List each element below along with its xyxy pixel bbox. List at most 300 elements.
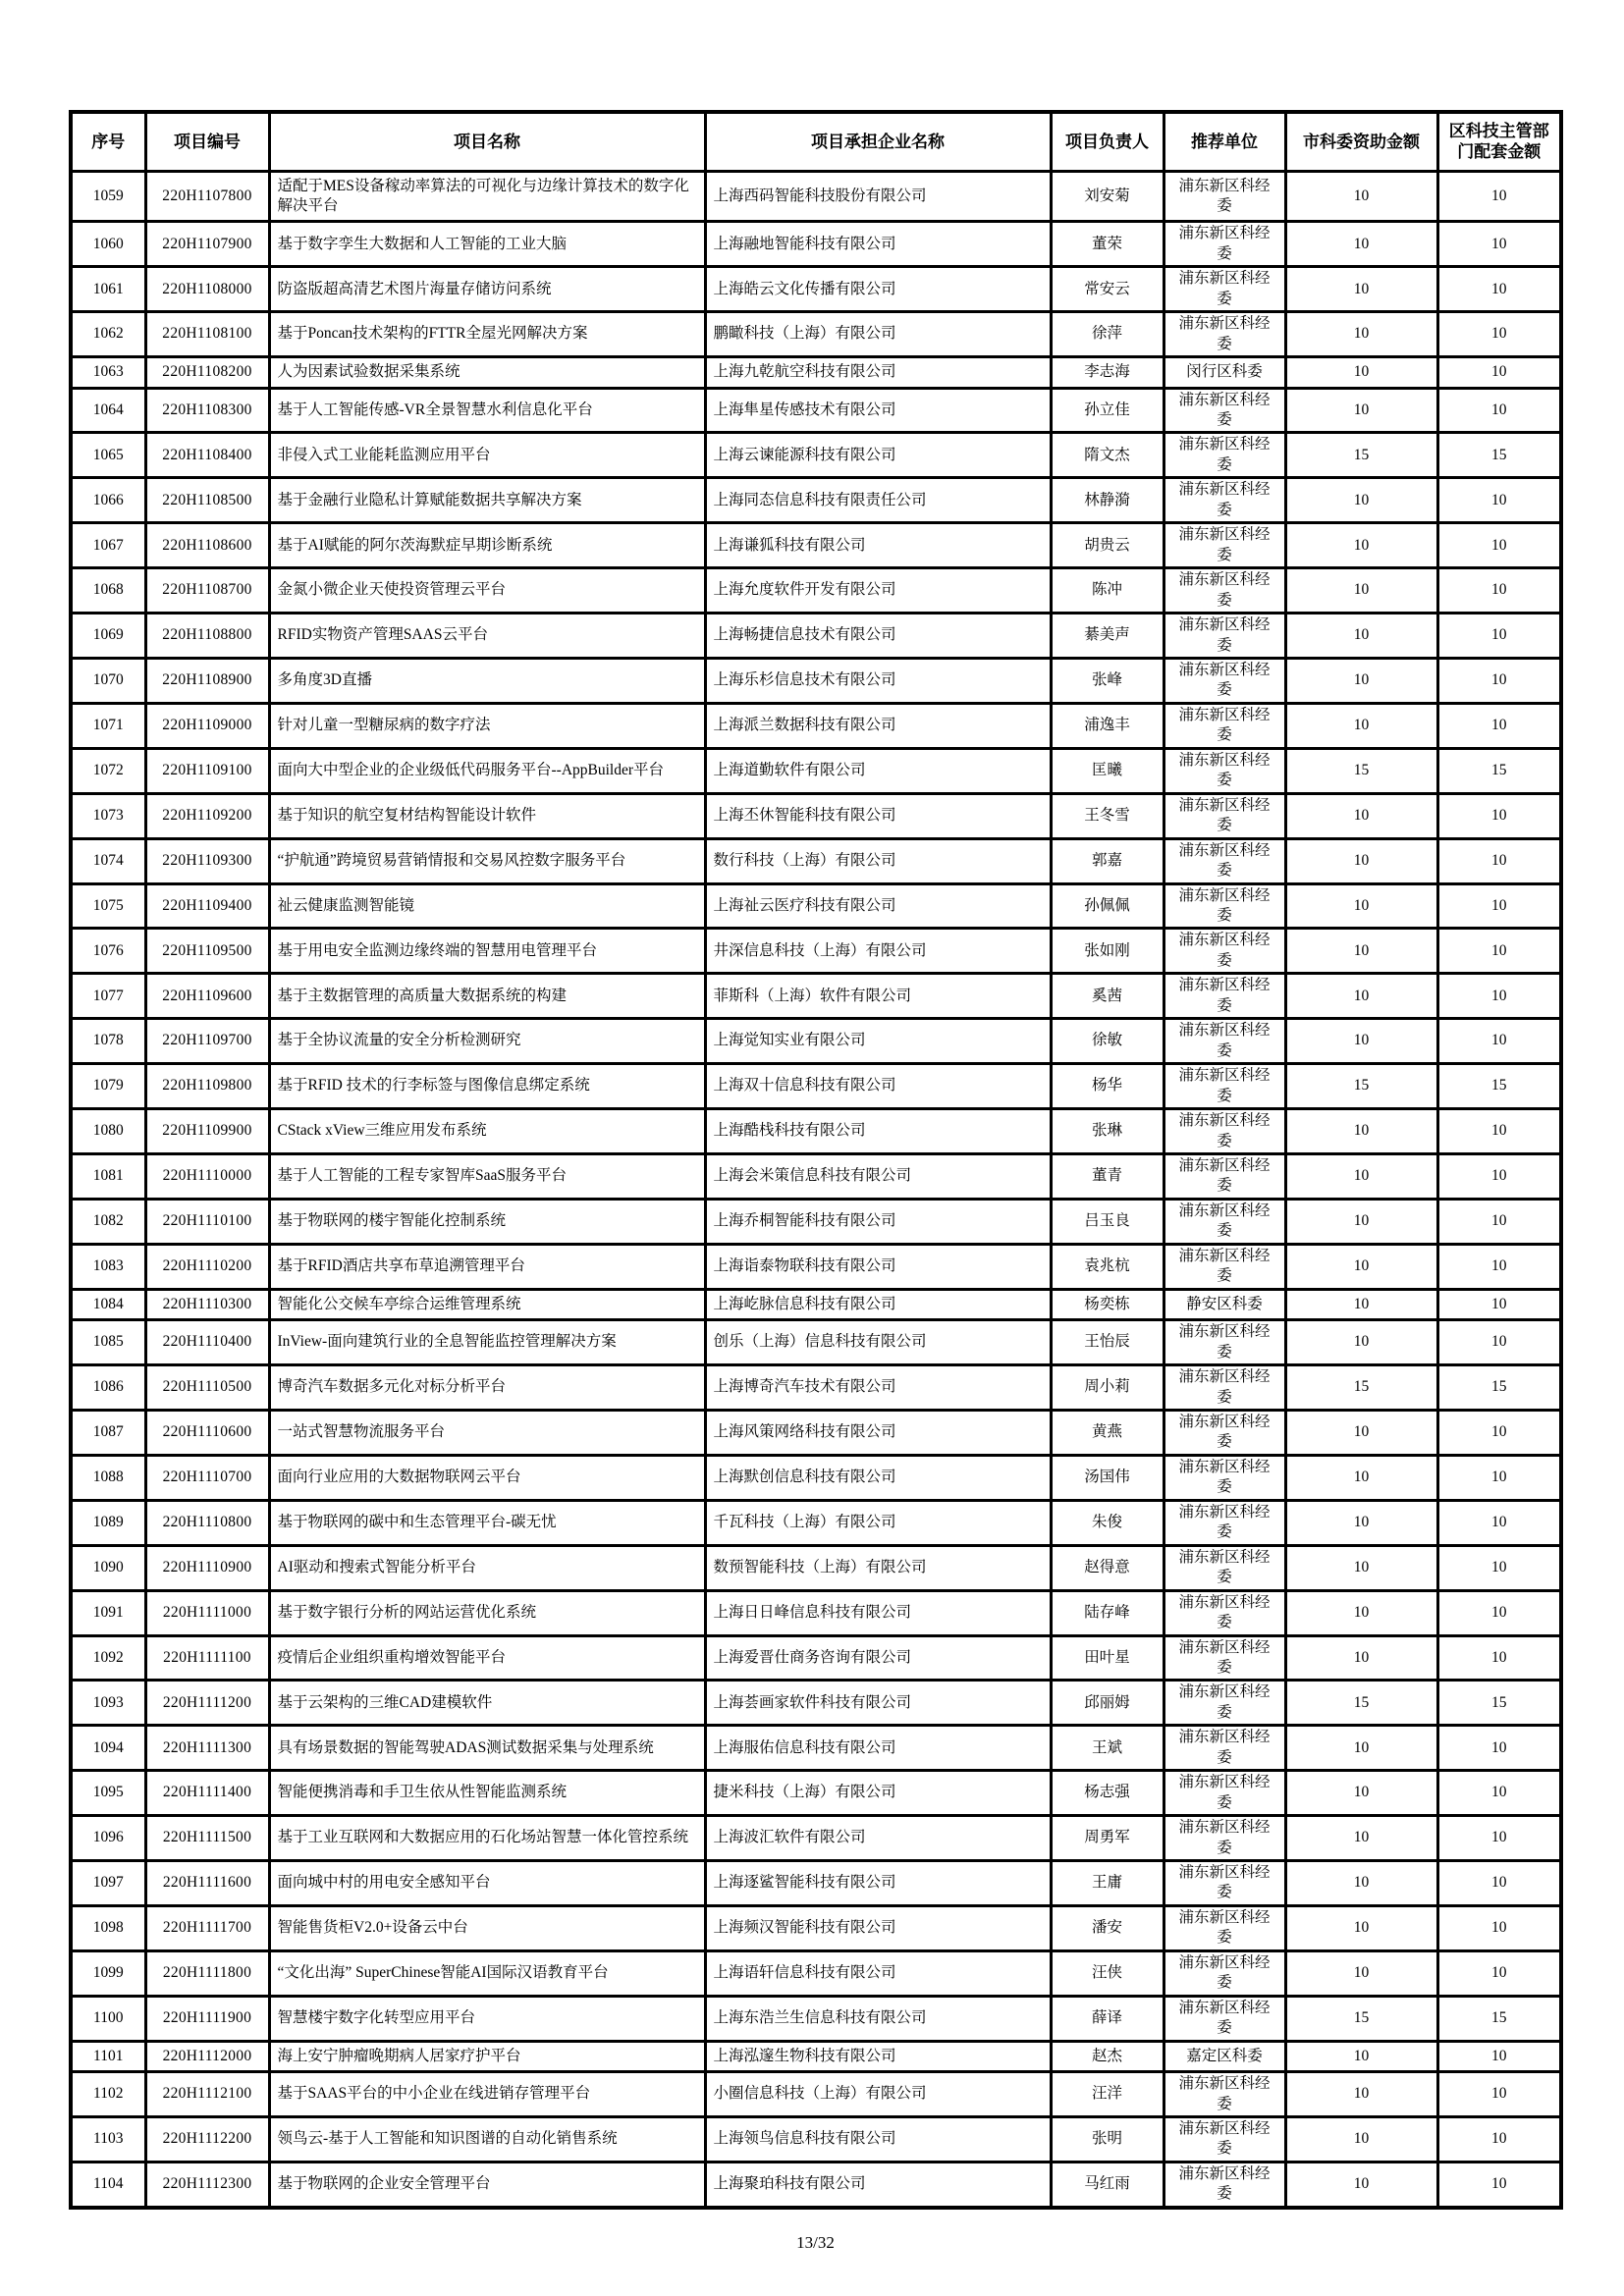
cell-district-amount: 15 <box>1437 1681 1561 1726</box>
table-row <box>71 838 1561 883</box>
cell-company: 上海东浩兰生信息科技有限公司 <box>705 1996 1051 2041</box>
cell-company: 上海乔桐智能科技有限公司 <box>705 1199 1051 1244</box>
cell-recommender: 浦东新区科经委 <box>1164 1410 1285 1455</box>
cell-index: 1104 <box>71 2162 145 2207</box>
cell-company: 上海乐杉信息技术有限公司 <box>705 659 1051 704</box>
cell-project-name: 基于主数据管理的高质量大数据系统的构建 <box>269 974 705 1019</box>
cell-city-amount: 15 <box>1285 1365 1437 1411</box>
cell-project-id: 220H1108800 <box>145 614 269 659</box>
cell-project-name: RFID实物资产管理SAAS云平台 <box>269 614 705 659</box>
project-grant-table <box>69 110 1563 2210</box>
cell-project-id: 220H1112100 <box>145 2072 269 2117</box>
cell-city-amount: 10 <box>1285 1816 1437 1861</box>
table-row <box>71 1861 1561 1906</box>
table-row <box>71 433 1561 478</box>
cell-district-amount: 10 <box>1437 1500 1561 1545</box>
cell-city-amount: 10 <box>1285 1199 1437 1244</box>
table-row <box>71 1950 1561 1996</box>
cell-project-id: 220H1111200 <box>145 1681 269 1726</box>
cell-project-id: 220H1112000 <box>145 2041 269 2071</box>
cell-index: 1091 <box>71 1590 145 1635</box>
table-row <box>71 974 1561 1019</box>
cell-company: 上海泓邃生物科技有限公司 <box>705 2041 1051 2071</box>
cell-recommender: 浦东新区科经委 <box>1164 1726 1285 1771</box>
table-row <box>71 883 1561 929</box>
cell-city-amount: 10 <box>1285 1019 1437 1064</box>
table-row <box>71 1590 1561 1635</box>
cell-index: 1087 <box>71 1410 145 1455</box>
cell-leader: 陈冲 <box>1051 568 1164 614</box>
cell-project-id: 220H1110800 <box>145 1500 269 1545</box>
cell-project-name: 基于云架构的三维CAD建模软件 <box>269 1681 705 1726</box>
cell-city-amount: 10 <box>1285 1545 1437 1590</box>
cell-index: 1102 <box>71 2072 145 2117</box>
table-row <box>71 1771 1561 1816</box>
cell-index: 1070 <box>71 659 145 704</box>
table-header-row <box>71 112 1561 171</box>
cell-district-amount: 10 <box>1437 523 1561 568</box>
cell-city-amount: 15 <box>1285 433 1437 478</box>
cell-project-name: 人为因素试验数据采集系统 <box>269 357 705 388</box>
cell-company: 上海双十信息科技有限公司 <box>705 1064 1051 1109</box>
table-row <box>71 1905 1561 1950</box>
cell-district-amount: 10 <box>1437 1635 1561 1681</box>
cell-project-id: 220H1109500 <box>145 929 269 974</box>
cell-company: 上海荟画家软件科技有限公司 <box>705 1681 1051 1726</box>
cell-recommender: 浦东新区科经委 <box>1164 2162 1285 2207</box>
cell-district-amount: 10 <box>1437 1410 1561 1455</box>
cell-district-amount: 10 <box>1437 1816 1561 1861</box>
cell-index: 1090 <box>71 1545 145 1590</box>
cell-city-amount: 10 <box>1285 2041 1437 2071</box>
cell-city-amount: 10 <box>1285 2162 1437 2207</box>
cell-leader: 浦逸丰 <box>1051 703 1164 748</box>
cell-district-amount: 10 <box>1437 2041 1561 2071</box>
cell-city-amount: 10 <box>1285 1771 1437 1816</box>
cell-leader: 徐敏 <box>1051 1019 1164 1064</box>
cell-city-amount: 10 <box>1285 1244 1437 1289</box>
cell-project-id: 220H1108900 <box>145 659 269 704</box>
cell-district-amount: 10 <box>1437 1726 1561 1771</box>
cell-project-id: 220H1108500 <box>145 478 269 523</box>
cell-leader: 张峰 <box>1051 659 1164 704</box>
cell-recommender: 浦东新区科经委 <box>1164 1153 1285 1199</box>
cell-city-amount: 10 <box>1285 1635 1437 1681</box>
table-row <box>71 568 1561 614</box>
cell-company: 鹏瞰科技（上海）有限公司 <box>705 312 1051 357</box>
cell-city-amount: 10 <box>1285 1153 1437 1199</box>
cell-project-name: 领鸟云-基于人工智能和知识图谱的自动化销售系统 <box>269 2117 705 2163</box>
cell-index: 1065 <box>71 433 145 478</box>
cell-recommender: 浦东新区科经委 <box>1164 433 1285 478</box>
cell-index: 1101 <box>71 2041 145 2071</box>
table-row <box>71 1545 1561 1590</box>
cell-index: 1086 <box>71 1365 145 1411</box>
cell-project-id: 220H1112200 <box>145 2117 269 2163</box>
cell-city-amount: 10 <box>1285 1109 1437 1154</box>
cell-index: 1061 <box>71 267 145 312</box>
table-row <box>71 748 1561 793</box>
cell-recommender: 浦东新区科经委 <box>1164 1500 1285 1545</box>
cell-leader: 王怡辰 <box>1051 1320 1164 1365</box>
cell-project-id: 220H1109000 <box>145 703 269 748</box>
cell-city-amount: 10 <box>1285 659 1437 704</box>
table-row <box>71 267 1561 312</box>
cell-recommender: 浦东新区科经委 <box>1164 222 1285 267</box>
cell-recommender: 浦东新区科经委 <box>1164 2117 1285 2163</box>
table-row <box>71 1320 1561 1365</box>
cell-project-id: 220H1111100 <box>145 1635 269 1681</box>
cell-district-amount: 10 <box>1437 1771 1561 1816</box>
cell-index: 1100 <box>71 1996 145 2041</box>
cell-index: 1088 <box>71 1455 145 1500</box>
cell-leader: 汪侠 <box>1051 1950 1164 1996</box>
cell-index: 1077 <box>71 974 145 1019</box>
cell-leader: 赵得意 <box>1051 1545 1164 1590</box>
cell-project-name: 智慧楼宇数字化转型应用平台 <box>269 1996 705 2041</box>
cell-recommender: 浦东新区科经委 <box>1164 748 1285 793</box>
cell-recommender: 浦东新区科经委 <box>1164 312 1285 357</box>
cell-district-amount: 10 <box>1437 2117 1561 2163</box>
cell-recommender: 浦东新区科经委 <box>1164 1199 1285 1244</box>
cell-city-amount: 10 <box>1285 267 1437 312</box>
cell-company: 上海逐鲨智能科技有限公司 <box>705 1861 1051 1906</box>
cell-company: 上海同态信息科技有限责任公司 <box>705 478 1051 523</box>
cell-company: 小圈信息科技（上海）有限公司 <box>705 2072 1051 2117</box>
cell-city-amount: 10 <box>1285 1455 1437 1500</box>
cell-district-amount: 10 <box>1437 1590 1561 1635</box>
cell-project-name: 基于RFID 技术的行李标签与图像信息绑定系统 <box>269 1064 705 1109</box>
table-row <box>71 1199 1561 1244</box>
cell-index: 1066 <box>71 478 145 523</box>
cell-recommender: 浦东新区科经委 <box>1164 793 1285 838</box>
cell-district-amount: 10 <box>1437 1950 1561 1996</box>
table-row <box>71 1410 1561 1455</box>
cell-project-name: 基于全协议流量的安全分析检测研究 <box>269 1019 705 1064</box>
table-row <box>71 2072 1561 2117</box>
cell-recommender: 浦东新区科经委 <box>1164 1455 1285 1500</box>
cell-city-amount: 10 <box>1285 1590 1437 1635</box>
column-header-project_id: 项目编号 <box>145 112 269 171</box>
cell-recommender: 浦东新区科经委 <box>1164 1635 1285 1681</box>
cell-leader: 周勇军 <box>1051 1816 1164 1861</box>
cell-recommender: 浦东新区科经委 <box>1164 267 1285 312</box>
cell-project-name: InView-面向建筑行业的全息智能监控管理解决方案 <box>269 1320 705 1365</box>
cell-leader: 刘安菊 <box>1051 171 1164 222</box>
cell-company: 千瓦科技（上海）有限公司 <box>705 1500 1051 1545</box>
cell-leader: 袁兆杭 <box>1051 1244 1164 1289</box>
cell-company: 上海波汇软件有限公司 <box>705 1816 1051 1861</box>
cell-project-id: 220H1108100 <box>145 312 269 357</box>
column-header-project_name: 项目名称 <box>269 112 705 171</box>
cell-index: 1064 <box>71 388 145 433</box>
cell-company: 上海领鸟信息科技有限公司 <box>705 2117 1051 2163</box>
cell-project-name: 博奇汽车数据多元化对标分析平台 <box>269 1365 705 1411</box>
cell-project-id: 220H1112300 <box>145 2162 269 2207</box>
cell-leader: 李志海 <box>1051 357 1164 388</box>
cell-project-id: 220H1110900 <box>145 1545 269 1590</box>
table-row <box>71 1289 1561 1319</box>
cell-project-name: 基于物联网的企业安全管理平台 <box>269 2162 705 2207</box>
table-row <box>71 614 1561 659</box>
cell-district-amount: 15 <box>1437 748 1561 793</box>
cell-city-amount: 10 <box>1285 1861 1437 1906</box>
cell-recommender: 浦东新区科经委 <box>1164 523 1285 568</box>
cell-company: 上海默创信息科技有限公司 <box>705 1455 1051 1500</box>
table-row <box>71 357 1561 388</box>
cell-recommender: 浦东新区科经委 <box>1164 1545 1285 1590</box>
cell-company: 上海云谏能源科技有限公司 <box>705 433 1051 478</box>
cell-district-amount: 10 <box>1437 614 1561 659</box>
cell-recommender: 静安区科委 <box>1164 1289 1285 1319</box>
cell-project-id: 220H1107900 <box>145 222 269 267</box>
cell-recommender: 浦东新区科经委 <box>1164 614 1285 659</box>
table-row <box>71 1816 1561 1861</box>
cell-recommender: 浦东新区科经委 <box>1164 171 1285 222</box>
cell-city-amount: 10 <box>1285 929 1437 974</box>
table-row <box>71 659 1561 704</box>
cell-leader: 黄燕 <box>1051 1410 1164 1455</box>
cell-district-amount: 10 <box>1437 838 1561 883</box>
cell-recommender: 浦东新区科经委 <box>1164 1816 1285 1861</box>
cell-city-amount: 10 <box>1285 614 1437 659</box>
table-row <box>71 1109 1561 1154</box>
cell-project-id: 220H1110700 <box>145 1455 269 1500</box>
cell-recommender: 浦东新区科经委 <box>1164 929 1285 974</box>
cell-district-amount: 10 <box>1437 1019 1561 1064</box>
cell-recommender: 浦东新区科经委 <box>1164 1996 1285 2041</box>
cell-leader: 张明 <box>1051 2117 1164 2163</box>
cell-index: 1062 <box>71 312 145 357</box>
cell-city-amount: 10 <box>1285 568 1437 614</box>
cell-index: 1073 <box>71 793 145 838</box>
cell-project-id: 220H1110300 <box>145 1289 269 1319</box>
cell-district-amount: 10 <box>1437 1455 1561 1500</box>
cell-recommender: 浦东新区科经委 <box>1164 2072 1285 2117</box>
cell-recommender: 浦东新区科经委 <box>1164 703 1285 748</box>
cell-company: 上海会米策信息科技有限公司 <box>705 1153 1051 1199</box>
table-row <box>71 1726 1561 1771</box>
cell-company: 上海允度软件开发有限公司 <box>705 568 1051 614</box>
cell-project-name: 面向行业应用的大数据物联网云平台 <box>269 1455 705 1500</box>
cell-city-amount: 10 <box>1285 1905 1437 1950</box>
cell-city-amount: 10 <box>1285 1950 1437 1996</box>
cell-leader: 徐萍 <box>1051 312 1164 357</box>
cell-project-id: 220H1109200 <box>145 793 269 838</box>
cell-recommender: 浦东新区科经委 <box>1164 1681 1285 1726</box>
cell-leader: 綦美声 <box>1051 614 1164 659</box>
cell-leader: 常安云 <box>1051 267 1164 312</box>
cell-project-id: 220H1110200 <box>145 1244 269 1289</box>
cell-city-amount: 15 <box>1285 1064 1437 1109</box>
cell-district-amount: 10 <box>1437 478 1561 523</box>
cell-project-name: 面向城中村的用电安全感知平台 <box>269 1861 705 1906</box>
cell-company: 上海觉知实业有限公司 <box>705 1019 1051 1064</box>
cell-project-name: 金氮小微企业天使投资管理云平台 <box>269 568 705 614</box>
cell-project-name: CStack xView三维应用发布系统 <box>269 1109 705 1154</box>
cell-project-name: 海上安宁肿瘤晚期病人居家疗护平台 <box>269 2041 705 2071</box>
cell-district-amount: 10 <box>1437 1153 1561 1199</box>
cell-recommender: 浦东新区科经委 <box>1164 478 1285 523</box>
cell-district-amount: 10 <box>1437 929 1561 974</box>
cell-project-name: 基于人工智能传感-VR全景智慧水利信息化平台 <box>269 388 705 433</box>
cell-leader: 杨华 <box>1051 1064 1164 1109</box>
cell-district-amount: 10 <box>1437 659 1561 704</box>
cell-recommender: 浦东新区科经委 <box>1164 1019 1285 1064</box>
cell-company: 上海屹脉信息科技有限公司 <box>705 1289 1051 1319</box>
cell-city-amount: 10 <box>1285 171 1437 222</box>
table-row <box>71 1365 1561 1411</box>
cell-district-amount: 10 <box>1437 171 1561 222</box>
cell-project-name: “文化出海” SuperChinese智能AI国际汉语教育平台 <box>269 1950 705 1996</box>
cell-recommender: 闵行区科委 <box>1164 357 1285 388</box>
cell-district-amount: 10 <box>1437 388 1561 433</box>
cell-district-amount: 10 <box>1437 2162 1561 2207</box>
cell-company: 上海祉云医疗科技有限公司 <box>705 883 1051 929</box>
table-row <box>71 1455 1561 1500</box>
cell-index: 1095 <box>71 1771 145 1816</box>
cell-recommender: 浦东新区科经委 <box>1164 659 1285 704</box>
cell-city-amount: 10 <box>1285 1726 1437 1771</box>
cell-company: 数行科技（上海）有限公司 <box>705 838 1051 883</box>
cell-leader: 王斌 <box>1051 1726 1164 1771</box>
cell-project-id: 220H1108700 <box>145 568 269 614</box>
column-header-company: 项目承担企业名称 <box>705 112 1051 171</box>
cell-company: 上海融地智能科技有限公司 <box>705 222 1051 267</box>
cell-city-amount: 10 <box>1285 2072 1437 2117</box>
cell-project-name: AI驱动和搜索式智能分析平台 <box>269 1545 705 1590</box>
table-header <box>71 112 1561 171</box>
cell-district-amount: 10 <box>1437 1199 1561 1244</box>
cell-recommender: 浦东新区科经委 <box>1164 1905 1285 1950</box>
cell-project-name: 多角度3D直播 <box>269 659 705 704</box>
table-body <box>71 171 1561 2208</box>
cell-district-amount: 15 <box>1437 1064 1561 1109</box>
cell-project-name: 疫情后企业组织重构增效智能平台 <box>269 1635 705 1681</box>
cell-index: 1068 <box>71 568 145 614</box>
table-row <box>71 388 1561 433</box>
cell-index: 1078 <box>71 1019 145 1064</box>
cell-project-name: 基于SAAS平台的中小企业在线进销存管理平台 <box>269 2072 705 2117</box>
cell-project-name: 基于数字银行分析的网站运营优化系统 <box>269 1590 705 1635</box>
table-row <box>71 478 1561 523</box>
cell-city-amount: 10 <box>1285 312 1437 357</box>
cell-city-amount: 10 <box>1285 1320 1437 1365</box>
cell-project-id: 220H1109600 <box>145 974 269 1019</box>
cell-city-amount: 15 <box>1285 1681 1437 1726</box>
cell-city-amount: 10 <box>1285 222 1437 267</box>
cell-index: 1082 <box>71 1199 145 1244</box>
cell-district-amount: 15 <box>1437 433 1561 478</box>
cell-company: 上海西码智能科技股份有限公司 <box>705 171 1051 222</box>
table-row <box>71 1064 1561 1109</box>
cell-project-id: 220H1111500 <box>145 1816 269 1861</box>
cell-leader: 王庸 <box>1051 1861 1164 1906</box>
cell-project-id: 220H1111600 <box>145 1861 269 1906</box>
cell-project-name: 适配于MES设备稼动率算法的可视化与边缘计算技术的数字化解决平台 <box>269 171 705 222</box>
table-row <box>71 2162 1561 2207</box>
table-row <box>71 523 1561 568</box>
cell-company: 上海道勤软件有限公司 <box>705 748 1051 793</box>
table-row <box>71 1635 1561 1681</box>
cell-leader: 王冬雪 <box>1051 793 1164 838</box>
cell-company: 上海谦狐科技有限公司 <box>705 523 1051 568</box>
cell-district-amount: 10 <box>1437 1320 1561 1365</box>
cell-project-id: 220H1111400 <box>145 1771 269 1816</box>
table-row <box>71 2117 1561 2163</box>
cell-recommender: 浦东新区科经委 <box>1164 1064 1285 1109</box>
cell-project-id: 220H1111900 <box>145 1996 269 2041</box>
cell-leader: 匡曦 <box>1051 748 1164 793</box>
cell-district-amount: 10 <box>1437 312 1561 357</box>
cell-district-amount: 10 <box>1437 1244 1561 1289</box>
cell-project-id: 220H1108600 <box>145 523 269 568</box>
cell-recommender: 浦东新区科经委 <box>1164 1861 1285 1906</box>
cell-project-name: 针对儿童一型糖尿病的数字疗法 <box>269 703 705 748</box>
cell-project-name: 基于物联网的楼宇智能化控制系统 <box>269 1199 705 1244</box>
cell-project-name: 具有场景数据的智能驾驶ADAS测试数据采集与处理系统 <box>269 1726 705 1771</box>
cell-project-id: 220H1110000 <box>145 1153 269 1199</box>
table-row <box>71 1244 1561 1289</box>
cell-project-id: 220H1111700 <box>145 1905 269 1950</box>
cell-index: 1085 <box>71 1320 145 1365</box>
cell-district-amount: 10 <box>1437 883 1561 929</box>
cell-company: 上海语轩信息科技有限公司 <box>705 1950 1051 1996</box>
cell-index: 1083 <box>71 1244 145 1289</box>
cell-project-name: 基于工业互联网和大数据应用的石化场站智慧一体化管控系统 <box>269 1816 705 1861</box>
cell-index: 1094 <box>71 1726 145 1771</box>
cell-company: 上海畅捷信息技术有限公司 <box>705 614 1051 659</box>
cell-project-name: “护航通”跨境贸易营销情报和交易风控数字服务平台 <box>269 838 705 883</box>
cell-district-amount: 10 <box>1437 974 1561 1019</box>
cell-district-amount: 10 <box>1437 793 1561 838</box>
cell-project-id: 220H1109100 <box>145 748 269 793</box>
table-row <box>71 2041 1561 2071</box>
cell-company: 井深信息科技（上海）有限公司 <box>705 929 1051 974</box>
cell-project-id: 220H1108400 <box>145 433 269 478</box>
cell-leader: 周小莉 <box>1051 1365 1164 1411</box>
cell-city-amount: 10 <box>1285 2117 1437 2163</box>
cell-company: 上海九乾航空科技有限公司 <box>705 357 1051 388</box>
cell-project-id: 220H1108300 <box>145 388 269 433</box>
cell-city-amount: 15 <box>1285 748 1437 793</box>
cell-project-name: 智能便携消毒和手卫生依从性智能监测系统 <box>269 1771 705 1816</box>
cell-leader: 薛译 <box>1051 1996 1164 2041</box>
cell-project-name: 基于物联网的碳中和生态管理平台-碳无忧 <box>269 1500 705 1545</box>
cell-leader: 杨志强 <box>1051 1771 1164 1816</box>
cell-project-id: 220H1110400 <box>145 1320 269 1365</box>
cell-city-amount: 10 <box>1285 523 1437 568</box>
cell-leader: 隋文杰 <box>1051 433 1164 478</box>
cell-recommender: 浦东新区科经委 <box>1164 388 1285 433</box>
cell-company: 上海服佑信息科技有限公司 <box>705 1726 1051 1771</box>
cell-recommender: 浦东新区科经委 <box>1164 1365 1285 1411</box>
cell-leader: 马红雨 <box>1051 2162 1164 2207</box>
cell-index: 1103 <box>71 2117 145 2163</box>
cell-index: 1079 <box>71 1064 145 1109</box>
cell-company: 创乐（上海）信息科技有限公司 <box>705 1320 1051 1365</box>
cell-city-amount: 10 <box>1285 1500 1437 1545</box>
cell-leader: 胡贵云 <box>1051 523 1164 568</box>
cell-city-amount: 10 <box>1285 1410 1437 1455</box>
table-row <box>71 1153 1561 1199</box>
cell-index: 1067 <box>71 523 145 568</box>
cell-index: 1096 <box>71 1816 145 1861</box>
column-header-district_amount: 区科技主管部门配套金额 <box>1437 112 1561 171</box>
cell-project-name: 基于RFID酒店共享布草追溯管理平台 <box>269 1244 705 1289</box>
cell-leader: 朱俊 <box>1051 1500 1164 1545</box>
column-header-index: 序号 <box>71 112 145 171</box>
